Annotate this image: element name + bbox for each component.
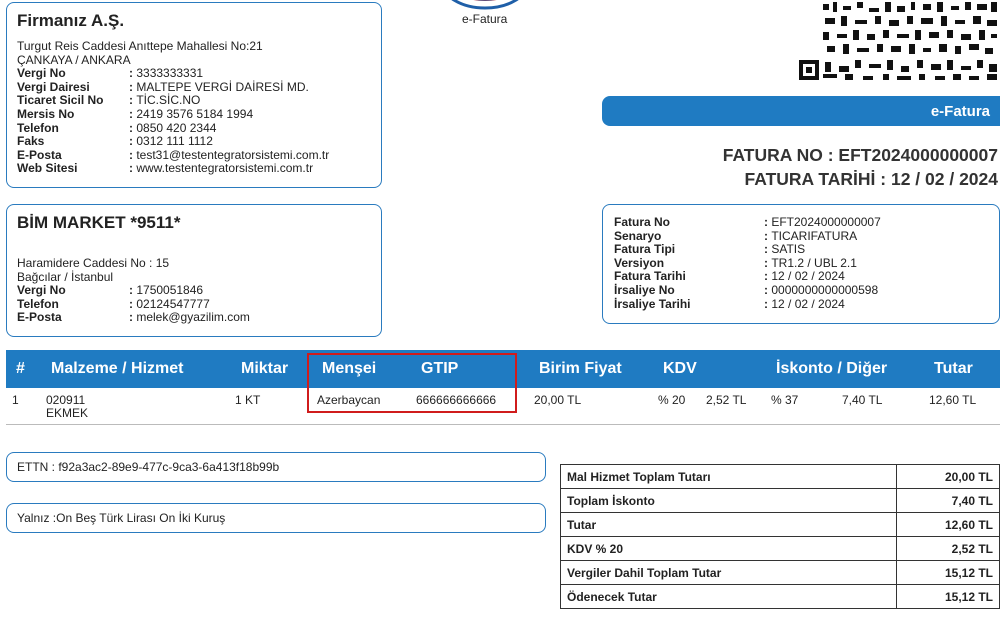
col-price: Birim Fiyat bbox=[539, 360, 622, 377]
totals-row: Ödenecek Tutar 15,12 TL bbox=[561, 585, 1000, 609]
invoice-date: FATURA TARİHİ : 12 / 02 / 2024 bbox=[744, 169, 998, 189]
amount-in-words-box: Yalnız :On Beş Türk Lirası On İki Kuruş bbox=[6, 503, 546, 533]
seller-field: Vergi Dairesi : MALTEPE VERGİ DAİRESİ MD. bbox=[17, 81, 329, 95]
gib-seal-logo bbox=[440, 0, 530, 10]
origin-gtip-highlight bbox=[307, 353, 517, 413]
detail-row: İrsaliye No : 0000000000000598 bbox=[614, 284, 881, 298]
seller-name: Firmanız A.Ş. bbox=[17, 11, 125, 30]
detail-row: Fatura Tipi : SATIS bbox=[614, 243, 881, 257]
row-kdv-amount: 2,52 TL bbox=[706, 393, 747, 407]
row-gtip: 666666666666 bbox=[416, 393, 497, 407]
totals-row: Mal Hizmet Toplam Tutarı 20,00 TL bbox=[561, 465, 1000, 489]
col-item: Malzeme / Hizmet bbox=[51, 360, 184, 377]
buyer-address-line2: Bağcılar / İstanbul bbox=[17, 269, 114, 284]
buyer-field: Telefon : 02124547777 bbox=[17, 298, 250, 312]
efatura-banner: e-Fatura bbox=[602, 96, 1000, 126]
buyer-info bbox=[17, 257, 250, 325]
row-discount-rate: % 37 bbox=[771, 393, 799, 407]
detail-row: Fatura Tarihi : 12 / 02 / 2024 bbox=[614, 270, 881, 284]
col-discount: İskonto / Diğer bbox=[776, 360, 888, 377]
seller-field: Telefon : 0850 420 2344 bbox=[17, 122, 329, 136]
seller-field: Web Sitesi : www.testentegratorsistemi.com.tr bbox=[17, 162, 329, 176]
totals-row: Toplam İskonto 7,40 TL bbox=[561, 489, 1000, 513]
totals-row: Tutar 12,60 TL bbox=[561, 513, 1000, 537]
invoice-number: FATURA NO : EFT2024000000007 bbox=[722, 145, 998, 165]
seller-field: Vergi No : 3333333331 bbox=[17, 67, 329, 81]
ettn-box: ETTN : f92a3ac2-89e9-477c-9ca3-6a413f18b99b bbox=[6, 452, 546, 482]
row-name: EKMEK bbox=[46, 406, 89, 420]
row-price: 20,00 TL bbox=[534, 393, 582, 407]
row-kdv-rate: % 20 bbox=[658, 393, 686, 407]
col-total: Tutar bbox=[934, 360, 973, 377]
row-origin: Azerbaycan bbox=[317, 393, 381, 407]
col-origin: Menşei bbox=[322, 360, 377, 377]
buyer-field: E-Posta : melek@gyazilim.com bbox=[17, 311, 250, 325]
col-kdv: KDV bbox=[663, 360, 697, 377]
col-gtip: GTIP bbox=[421, 360, 459, 377]
detail-row: Fatura No : EFT2024000000007 bbox=[614, 216, 881, 230]
row-code: 020911 bbox=[46, 393, 86, 407]
row-discount-amount: 7,40 TL bbox=[842, 393, 883, 407]
seller-address-line1: Turgut Reis Caddesi Anıttepe Mahallesi No:21 bbox=[17, 39, 263, 53]
seller-info bbox=[17, 40, 329, 176]
row-total: 12,60 TL bbox=[929, 393, 977, 407]
qr-code-icon bbox=[797, 0, 1000, 82]
totals-table bbox=[560, 464, 1000, 609]
buyer-address-line1: Haramidere Caddesi No : 15 bbox=[17, 256, 170, 270]
seller-field: E-Posta : test31@testentegratorsistemi.com.tr bbox=[17, 149, 329, 163]
buyer-name: BİM MARKET *9511* bbox=[17, 213, 181, 232]
logo-caption: e-Fatura bbox=[462, 12, 508, 26]
col-no: # bbox=[16, 360, 25, 377]
row-qty: 1 KT bbox=[235, 393, 261, 407]
seller-field: Faks : 0312 111 1112 bbox=[17, 135, 329, 149]
col-qty: Miktar bbox=[241, 360, 289, 377]
seller-field: Ticaret Sicil No : TİC.SİC.NO bbox=[17, 94, 329, 108]
detail-row: İrsaliye Tarihi : 12 / 02 / 2024 bbox=[614, 298, 881, 312]
totals-row: Vergiler Dahil Toplam Tutar 15,12 TL bbox=[561, 561, 1000, 585]
invoice-details bbox=[614, 216, 881, 311]
seller-field: Mersis No : 2419 3576 5184 1994 bbox=[17, 108, 329, 122]
detail-row: Versiyon : TR1.2 / UBL 2.1 bbox=[614, 257, 881, 271]
totals-row: KDV % 20 2,52 TL bbox=[561, 537, 1000, 561]
row-no: 1 bbox=[12, 393, 19, 407]
detail-row: Senaryo : TICARIFATURA bbox=[614, 230, 881, 244]
buyer-field: Vergi No : 1750051846 bbox=[17, 284, 250, 298]
seller-address-line2: ÇANKAYA / ANKARA bbox=[17, 52, 131, 67]
